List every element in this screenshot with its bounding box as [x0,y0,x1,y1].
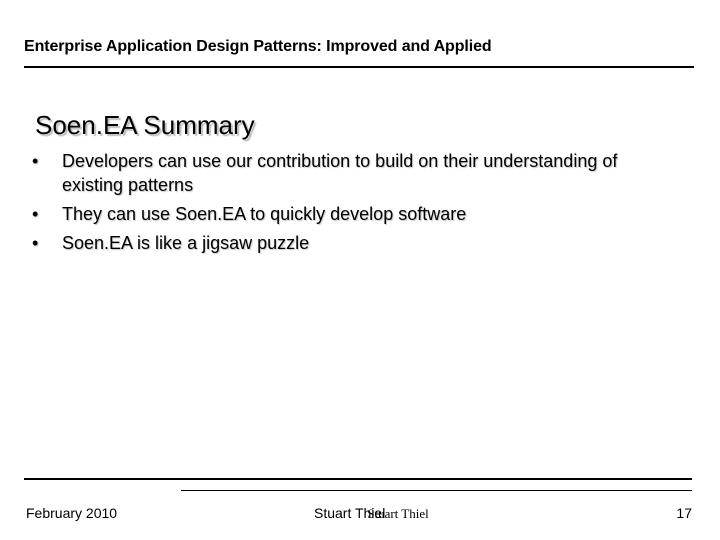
bullet-marker: • [32,233,39,253]
bullet-item [32,202,682,226]
bullet-marker: • [32,151,39,171]
bullet-text: Soen.EA is like a jigsaw puzzle [62,233,310,253]
footer-author-overlay: Stuart Thiel [367,506,429,521]
footer-date: February 2010 [26,505,118,521]
header-divider [24,66,694,68]
page-number: 17 [676,505,692,521]
bullet-list [32,149,682,260]
footer-divider-thin [181,490,692,491]
bullet-item [32,149,682,197]
bullet-marker: • [32,204,39,224]
footer-author [314,505,429,522]
presentation-title: Enterprise Application Design Patterns: Improved and Applied [24,38,492,55]
footer-divider [24,478,692,480]
bullet-item [32,231,682,255]
footer-author-name: Stuart Thiel [314,505,386,521]
bullet-text: Developers can use our contribution to build on their understanding of existing patterns [62,151,618,195]
slide-heading: Soen.EA Summary [35,110,255,140]
bullet-text: They can use Soen.EA to quickly develop software [62,204,467,224]
